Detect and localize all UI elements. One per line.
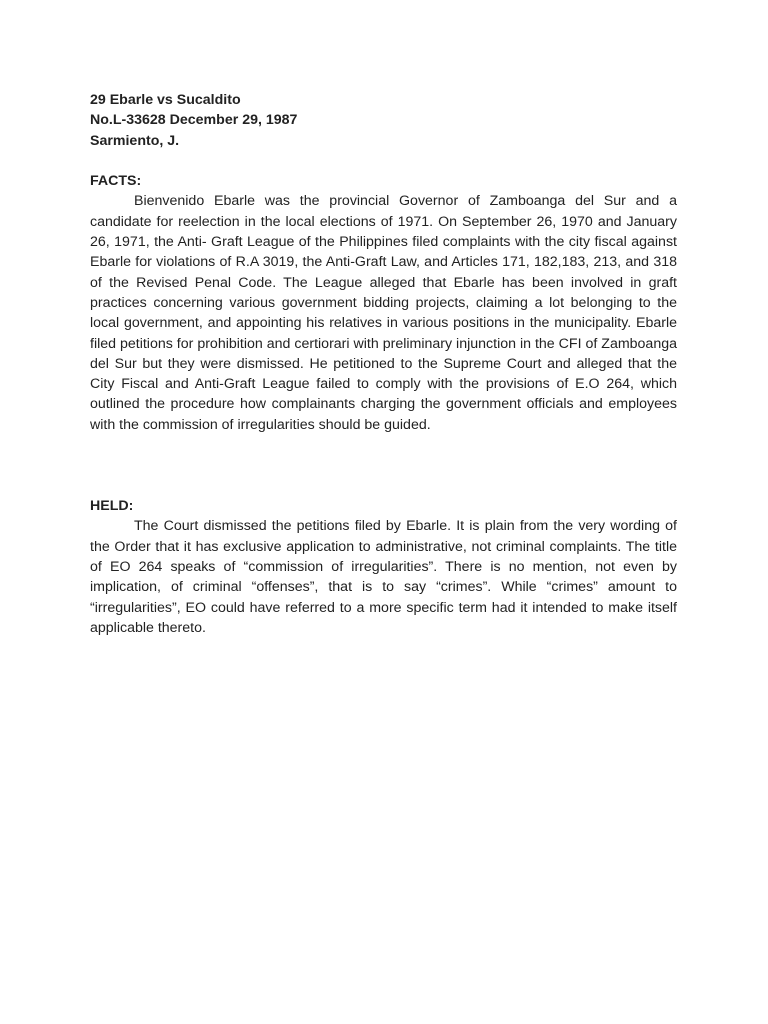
- case-title: 29 Ebarle vs Sucaldito: [90, 92, 241, 108]
- section-gap: [90, 435, 677, 496]
- document-page: [90, 90, 677, 638]
- spacer: [90, 151, 677, 171]
- case-number: No.L-33628 December 29, 1987: [90, 112, 298, 129]
- facts-paragraph: Bienvenido Ebarle was the provincial Governor of Zamboanga del Sur and a candidate for reelection in the local elections of 1971. On September 26, 1970 and January 26, 1971, the Anti- Graft League of the Philippines filed complaints with the city fiscal against Ebarle for violations of R.A 3019, the Anti-Graft Law, and Articles 171, 182,183, 213, and 318 of the Revised Penal Code. The League alleged that Ebarle has been involved in graft practices concerning various government bidding projects, claiming a lot belonging to the local government, and appointing his relatives in various positions in the municipality. Ebarle filed petitions for prohibition and certiorari with preliminary injunction in the CFI of Zamboanga del Sur but they were dismissed. He petitioned to the Supreme Court and alleged that the City Fiscal and Anti-Graft League failed to comply with the provisions of E.O 264, which outlined the procedure how complainants charging the government officials and employees with the commission of irregularities should be guided.: [90, 193, 677, 433]
- held-paragraph: The Court dismissed the petitions filed by Ebarle. It is plain from the very wording of the Order that it has exclusive application to administrative, not criminal complaints. The title of EO 264 speaks of “commission of irregularities”. There is no mention, not even by implication, of criminal “offenses”, that is to say “crimes”. While “crimes” amount to “irregularities”, EO could have referred to a more specific term had it intended to make itself applicable thereto.: [90, 518, 677, 636]
- ponente: Sarmiento, J.: [90, 132, 180, 149]
- held-heading: HELD:: [90, 498, 134, 515]
- facts-heading: FACTS:: [90, 173, 142, 190]
